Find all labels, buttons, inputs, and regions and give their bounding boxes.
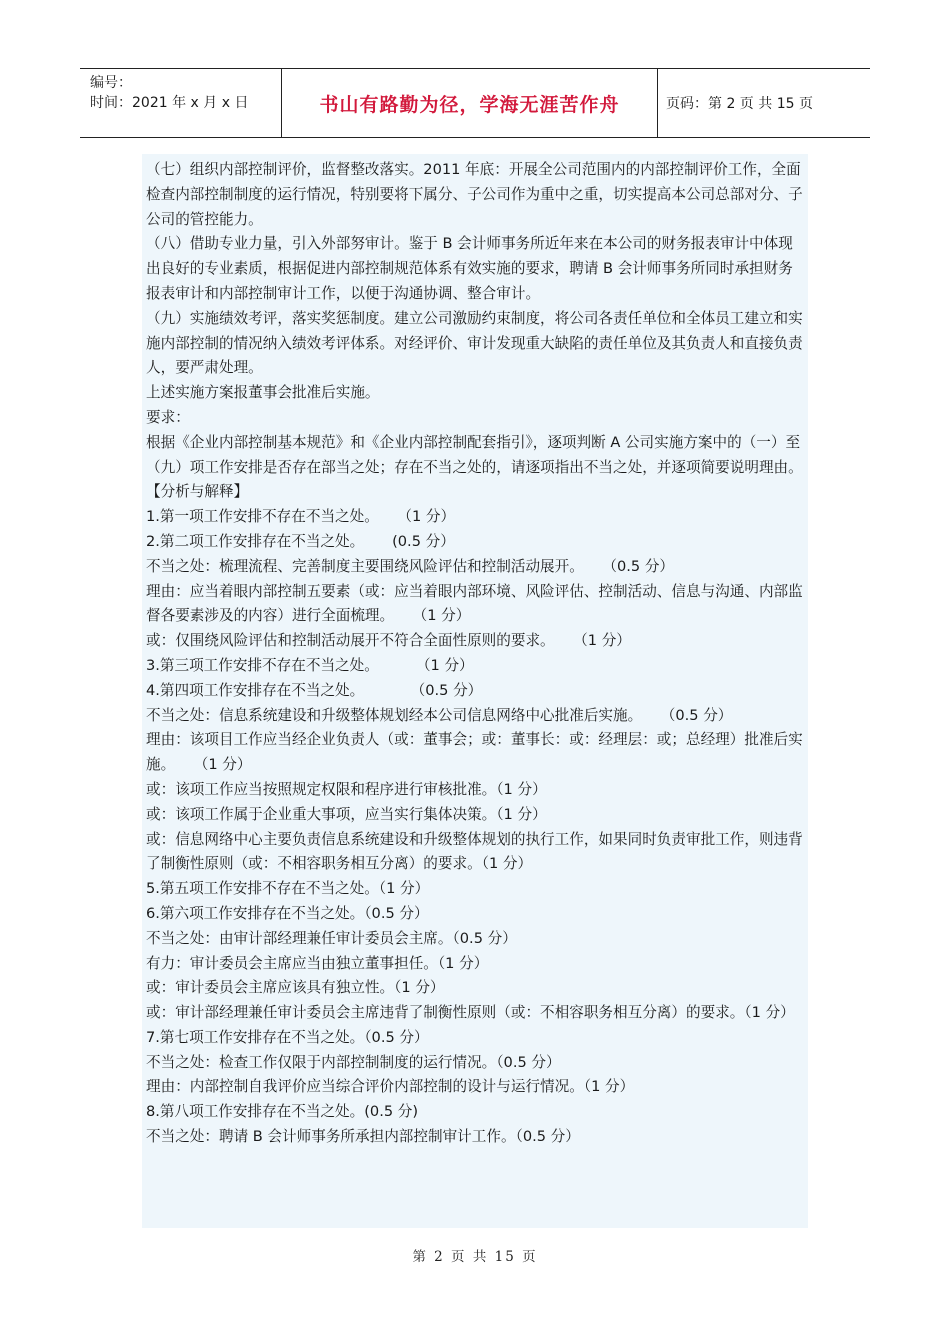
paragraph: 或：信息网络中心主要负责信息系统建设和升级整体规划的执行工作，如果同时负责审批工作，则违背了制衡性原则（或：不相容职务相互分离）的要求。（1 分） — [146, 830, 803, 873]
paragraph: 6.第六项工作安排存在不当之处。（0.5 分） — [146, 904, 429, 922]
paragraph: 理由：该项目工作应当经企业负责人（或：董事会；或：董事长：或：经理层：或；总经理）批准后实施。 （1 分） — [146, 731, 803, 774]
paragraph: 不当之处：聘请 B 会计师事务所承担内部控制审计工作。（0.5 分） — [146, 1128, 580, 1146]
paragraph: 根据《企业内部控制基本规范》和《企业内部控制配套指引》，逐项判断 A 公司实施方案中的（一）至（九）项工作安排是否存在部当之处；存在不当之处的，请逐项指出不当之处，并逐项简要说明理由。 — [146, 433, 803, 476]
paragraph: 2.第二项工作安排存在不当之处。 (0.5 分） — [146, 532, 455, 550]
paragraph: 不当之处：梳理流程、完善制度主要围绕风险评估和控制活动展开。 （0.5 分） — [146, 557, 675, 575]
paragraph: 或：审计委员会主席应该具有独立性。（1 分） — [146, 979, 445, 997]
paragraph: 或：仅围绕风险评估和控制活动展开不符合全面性原则的要求。 （1 分） — [146, 632, 631, 650]
paragraph: 不当之处：检查工作仅限于内部控制制度的运行情况。（0.5 分） — [146, 1053, 561, 1071]
paragraph: 不当之处：由审计部经理兼任审计委员会主席。（0.5 分） — [146, 929, 517, 947]
page-footer: 第 2 页 共 15 页 — [412, 1249, 538, 1265]
header-page-number: 页码：第 2 页 共 15 页 — [666, 96, 813, 112]
paragraph: 或：审计部经理兼任审计委员会主席违背了制衡性原则（或：不相容职务相互分离）的要求。（1 分） — [146, 1004, 795, 1022]
page-header — [80, 68, 870, 138]
paragraph: 或：该项工作属于企业重大事项，应当实行集体决策。（1 分） — [146, 805, 547, 823]
paragraph: （七）组织内部控制评价，监督整改落实。2011 年底：开展全公司范围内的内部控制评价工作，全面检查内部控制制度的运行情况，特别要将下属分、子公司作为重中之重，切实提高本公司总部对分、子公司的管控能力。 — [146, 161, 803, 228]
header-meta — [80, 69, 282, 137]
paragraph: 7.第七项工作安排存在不当之处。（0.5 分） — [146, 1028, 429, 1046]
paragraph: 4.第四项工作安排存在不当之处。 （0.5 分） — [146, 681, 483, 699]
paragraph: 1.第一项工作安排不存在不当之处。 （1 分） — [146, 508, 456, 526]
document-number-label: 编号： — [90, 75, 132, 91]
section-heading: 【分析与解释】 — [146, 483, 249, 501]
paragraph: 3.第三项工作安排不存在不当之处。 （1 分） — [146, 656, 474, 674]
document-time-label: 时间：2021 年 x 月 x 日 — [90, 95, 249, 111]
paragraph: 不当之处：信息系统建设和升级整体规划经本公司信息网络中心批准后实施。 （0.5 分） — [146, 706, 733, 724]
paragraph: 理由：应当着眼内部控制五要素（或：应当着眼内部环境、风险评估、控制活动、信息与沟通、内部监督各要素涉及的内容）进行全面梳理。 （1 分） — [146, 582, 803, 625]
paragraph: 要求： — [146, 408, 190, 426]
paragraph: 上述实施方案报董事会批准后实施。 — [146, 384, 380, 402]
paragraph: 8.第八项工作安排存在不当之处。(0.5 分) — [146, 1103, 419, 1121]
paragraph: 有力：审计委员会主席应当由独立董事担任。（1 分） — [146, 954, 489, 972]
paragraph: （九）实施绩效考评，落实奖惩制度。建立公司激励约束制度，将公司各责任单位和全体员工建立和实施内部控制的情况纳入绩效考评体系。对经评价、审计发现重大缺陷的责任单位及其负责人和直接负责人，要严肃处理。 — [146, 309, 803, 377]
paragraph: 理由：内部控制自我评价应当综合评价内部控制的设计与运行情况。（1 分） — [146, 1078, 635, 1096]
header-motto: 书山有路勤为径，学海无涯苦作舟 — [282, 69, 658, 137]
paragraph: 或：该项工作应当按照规定权限和程序进行审核批准。（1 分） — [146, 780, 547, 798]
paragraph: （八）借助专业力量，引入外部努审计。鉴于 B 会计师事务所近年来在本公司的财务报表审计中体现出良好的专业素质，根据促进内部控制规范体系有效实施的要求，聘请 B 会计师事务所同时承担财务报表审计和内部控制审计工作，以便于沟通协调、整合审计。 — [146, 235, 793, 302]
document-body — [142, 154, 808, 1228]
paragraph: 5.第五项工作安排不存在不当之处。（1 分） — [146, 880, 430, 898]
